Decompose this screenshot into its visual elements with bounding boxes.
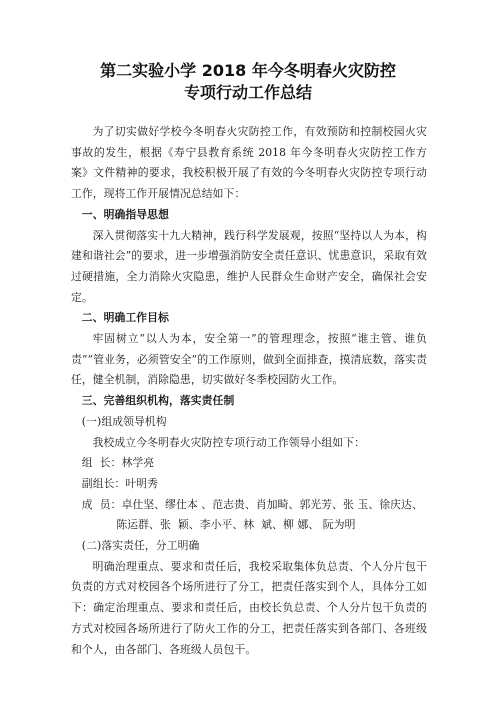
section-heading-organization: 三、完善组织机构，落实责任制 — [81, 394, 235, 408]
document-title: 第二实验小学 2018 年今冬明春火灾防控 — [100, 61, 396, 80]
section-heading-work-goals: 二、明确工作目标 — [81, 311, 169, 325]
section-guiding-ideology-text: 深入贯彻落实十九大精神，践行科学发展观，按照“坚持以人为本，构建和谐社会”的要求，进一步增强消防安全责任意识、忧患意识，采取有效过硬措施，全力消除火灾隐患，维护人民群众生命财产安全，确保社会安定。 — [71, 228, 427, 304]
document-subtitle: 专项行动工作总结 — [183, 83, 312, 102]
members-row — [71, 495, 427, 516]
subsection-heading-responsibility: (二)落实责任，分工明确 — [81, 539, 200, 553]
members-label: 成 员： — [81, 497, 122, 511]
leader-row — [71, 453, 427, 474]
section-work-goals-text: 牢固树立“以人为本，安全第一”的管理理念，按照“谁主管、谁负责”“管业务，必须管安全”的工作原则，做到全面排查，摸清底数，落实责任，健全机制，消除隐患，切实做好冬季校园防火工作。 — [71, 332, 427, 387]
members-list-line1: 卓仕坚、缪仕本 、范志贵、肖加畸、郭光芳、张 玉、徐庆达、 — [121, 497, 423, 511]
section-heading-guiding-ideology: 一、明确指导思想 — [81, 207, 169, 221]
leader-label: 组 长： — [81, 456, 122, 470]
document-body — [71, 122, 427, 660]
subsection-heading-leadership: (一)组成领导机构 — [81, 414, 167, 428]
members-list-line2: 陈运群、张 颖、李小平、林 斌、柳 娜、 阮为明 — [116, 518, 356, 532]
intro-paragraph: 为了切实做好学校今冬明春火灾防控工作，有效预防和控制校园火灾事故的发生，根据《寿宁县教育系统 2018 年今冬明春火灾防控工作方案》文件精神的要求，我校积极开展了有效的今冬明春火灾防控专项行动工作，现将工作开展情况总结如下： — [71, 125, 427, 201]
leadership-intro-text: 我校成立今冬明春火灾防控专项行动工作领导小组如下： — [92, 435, 366, 449]
responsibility-text: 明确治理重点、要求和责任后，我校采取集体负总责、个人分片包干负责的方式对校园各个场所进行了分工，把责任落实到个人，具体分工如下：确定治理重点、要求和责任后，由校长负总责、个人分片包干负责的方式对校园各场所进行了防火工作的分工，把责任落实到各部门、各班级和个人，由各部门、各班级人员包干。 — [71, 559, 427, 656]
deputy-name: 叶明秀 — [125, 476, 159, 490]
deputy-row — [71, 474, 427, 495]
leader-name: 林学亮 — [121, 456, 155, 470]
deputy-label: 副组长： — [81, 476, 126, 490]
